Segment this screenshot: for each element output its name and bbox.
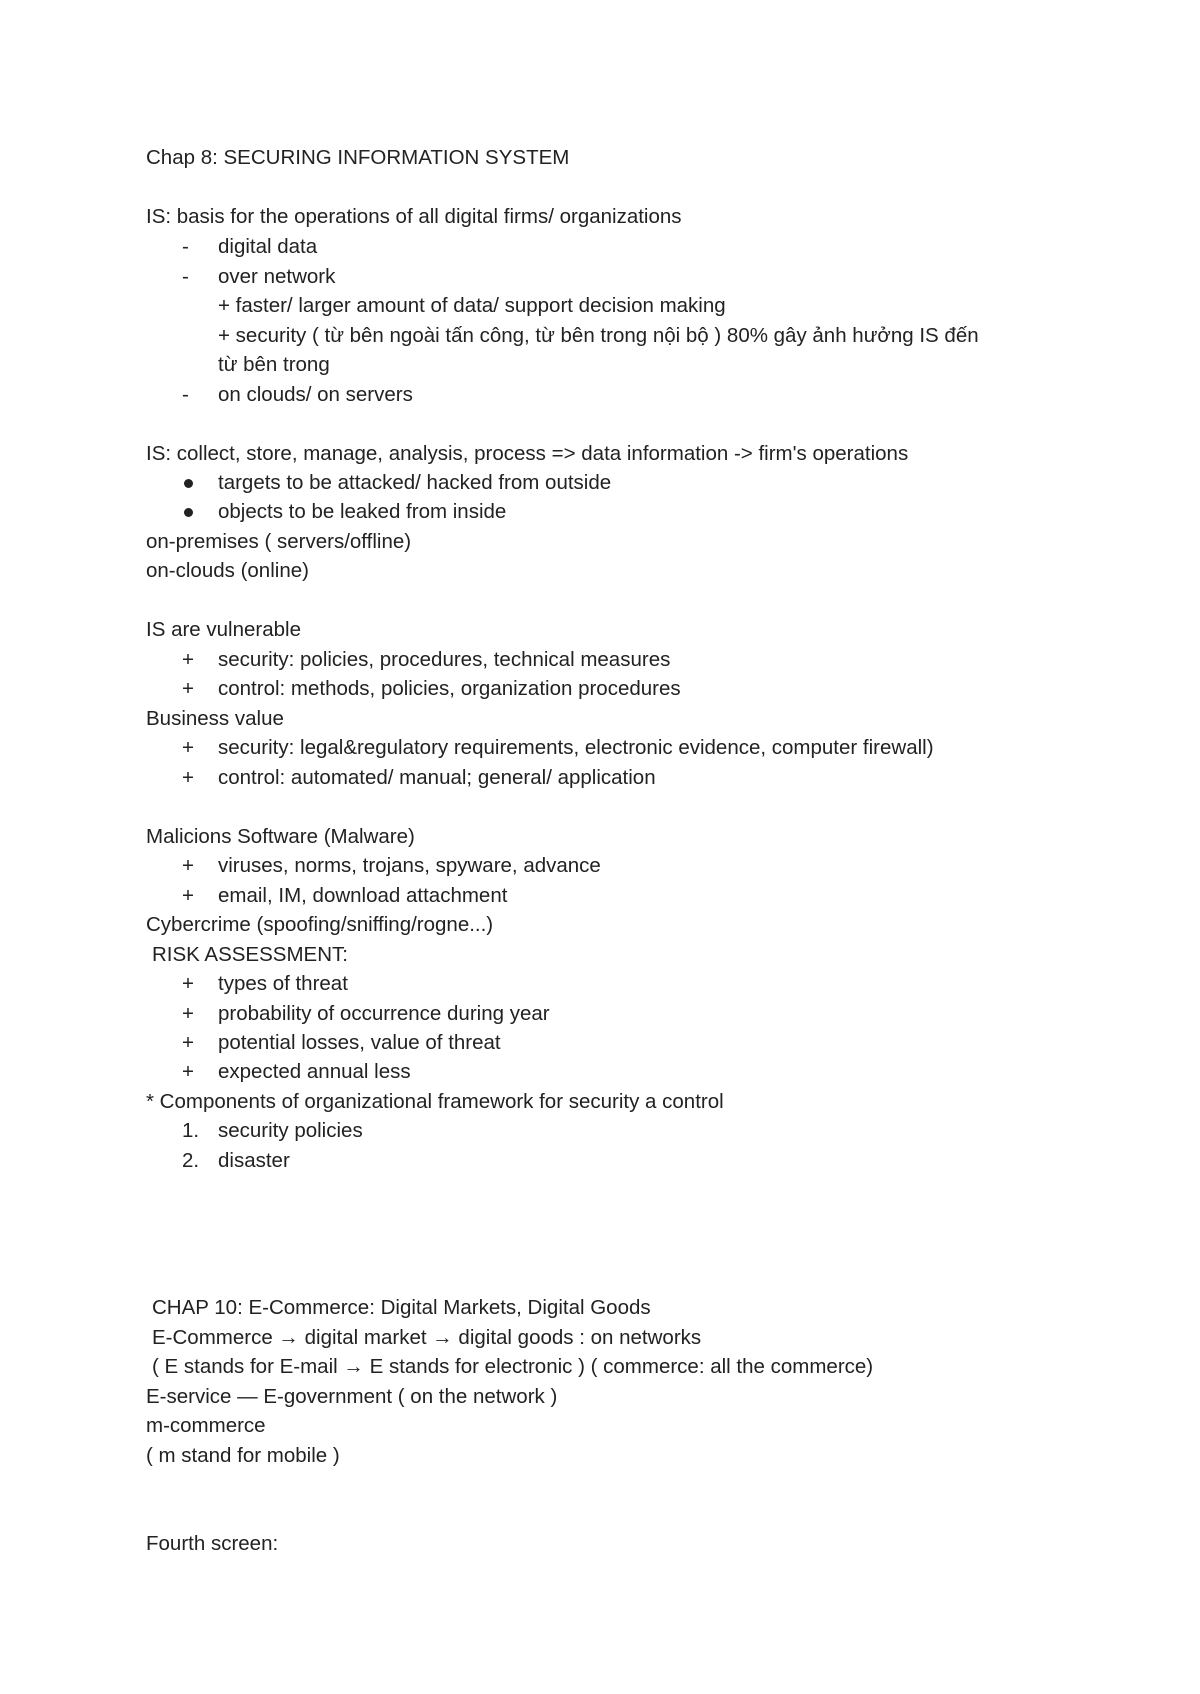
list-marker-plus: + — [182, 884, 194, 907]
list-item-security-policies: security: policies, procedures, technical measures — [218, 648, 671, 671]
components-line: * Components of organizational framework for security a control — [146, 1090, 724, 1113]
fourth-screen-line: Fourth screen: — [146, 1532, 279, 1555]
list-item-digital-data: digital data — [218, 235, 318, 258]
list-marker-plus: + — [182, 677, 194, 700]
list-item-viruses: viruses, norms, trojans, spyware, advance — [218, 854, 601, 877]
chap10-title: CHAP 10: E-Commerce: Digital Markets, Digital Goods — [152, 1296, 651, 1319]
list-marker-plus: + — [182, 766, 194, 789]
is-basis-line: IS: basis for the operations of all digital firms/ organizations — [146, 205, 682, 228]
list-item-disaster: disaster — [218, 1149, 290, 1172]
cybercrime-line: Cybercrime (spoofing/sniffing/rogne...) — [146, 913, 494, 936]
m-stand-line: ( m stand for mobile ) — [146, 1444, 340, 1467]
list-item-security-policies-numbered: security policies — [218, 1119, 363, 1142]
risk-assessment-heading: RISK ASSESSMENT: — [152, 943, 348, 966]
list-marker-plus: + — [182, 1060, 194, 1083]
list-marker-plus: + — [182, 736, 194, 759]
list-item-probability: probability of occurrence during year — [218, 1002, 550, 1025]
sub-item-faster: + faster/ larger amount of data/ support decision making — [218, 294, 726, 317]
list-marker-plus: + — [182, 854, 194, 877]
list-marker-plus: + — [182, 648, 194, 671]
bullet-dot-icon — [184, 479, 193, 488]
list-item-control-automated: control: automated/ manual; general/ application — [218, 766, 656, 789]
list-number-2: 2. — [182, 1149, 200, 1172]
e-stands-line: ( E stands for E-mail → E stands for electronic ) ( commerce: all the commerce) — [152, 1355, 874, 1378]
list-marker-dash: - — [182, 265, 189, 288]
list-number-1: 1. — [182, 1119, 200, 1142]
is-vulnerable-heading: IS are vulnerable — [146, 618, 301, 641]
list-item-expected: expected annual less — [218, 1060, 411, 1083]
list-item-targets: targets to be attacked/ hacked from outside — [218, 471, 612, 494]
eservice-line: E-service — E-government ( on the network ) — [146, 1385, 558, 1408]
on-clouds-line: on-clouds (online) — [146, 559, 309, 582]
list-item-clouds-servers: on clouds/ on servers — [218, 383, 413, 406]
list-item-security-legal: security: legal&regulatory requirements, electronic evidence, computer firewall) — [218, 736, 934, 759]
list-marker-dash: - — [182, 235, 189, 258]
ecommerce-line: E-Commerce → digital market → digital goods : on networks — [152, 1326, 702, 1349]
sub-item-security-vn: + security ( từ bên ngoài tấn công, từ bên trong nội bộ ) 80% gây ảnh hưởng IS đến — [218, 324, 979, 347]
list-item-types-threat: types of threat — [218, 972, 348, 995]
list-item-over-network: over network — [218, 265, 336, 288]
sub-item-security-vn-cont: từ bên trong — [218, 353, 330, 376]
bullet-dot-icon — [184, 508, 193, 517]
list-marker-dash: - — [182, 383, 189, 406]
chap8-title: Chap 8: SECURING INFORMATION SYSTEM — [146, 146, 570, 169]
on-premises-line: on-premises ( servers/offline) — [146, 530, 412, 553]
list-item-control-methods: control: methods, policies, organization procedures — [218, 677, 681, 700]
is-collect-line: IS: collect, store, manage, analysis, process => data information -> firm's operations — [146, 442, 909, 465]
business-value-heading: Business value — [146, 707, 284, 730]
list-item-email: email, IM, download attachment — [218, 884, 508, 907]
list-marker-plus: + — [182, 972, 194, 995]
list-marker-plus: + — [182, 1031, 194, 1054]
malware-heading: Malicions Software (Malware) — [146, 825, 415, 848]
list-item-potential-losses: potential losses, value of threat — [218, 1031, 501, 1054]
list-item-objects: objects to be leaked from inside — [218, 500, 507, 523]
mcommerce-line: m-commerce — [146, 1414, 266, 1437]
list-marker-plus: + — [182, 1002, 194, 1025]
